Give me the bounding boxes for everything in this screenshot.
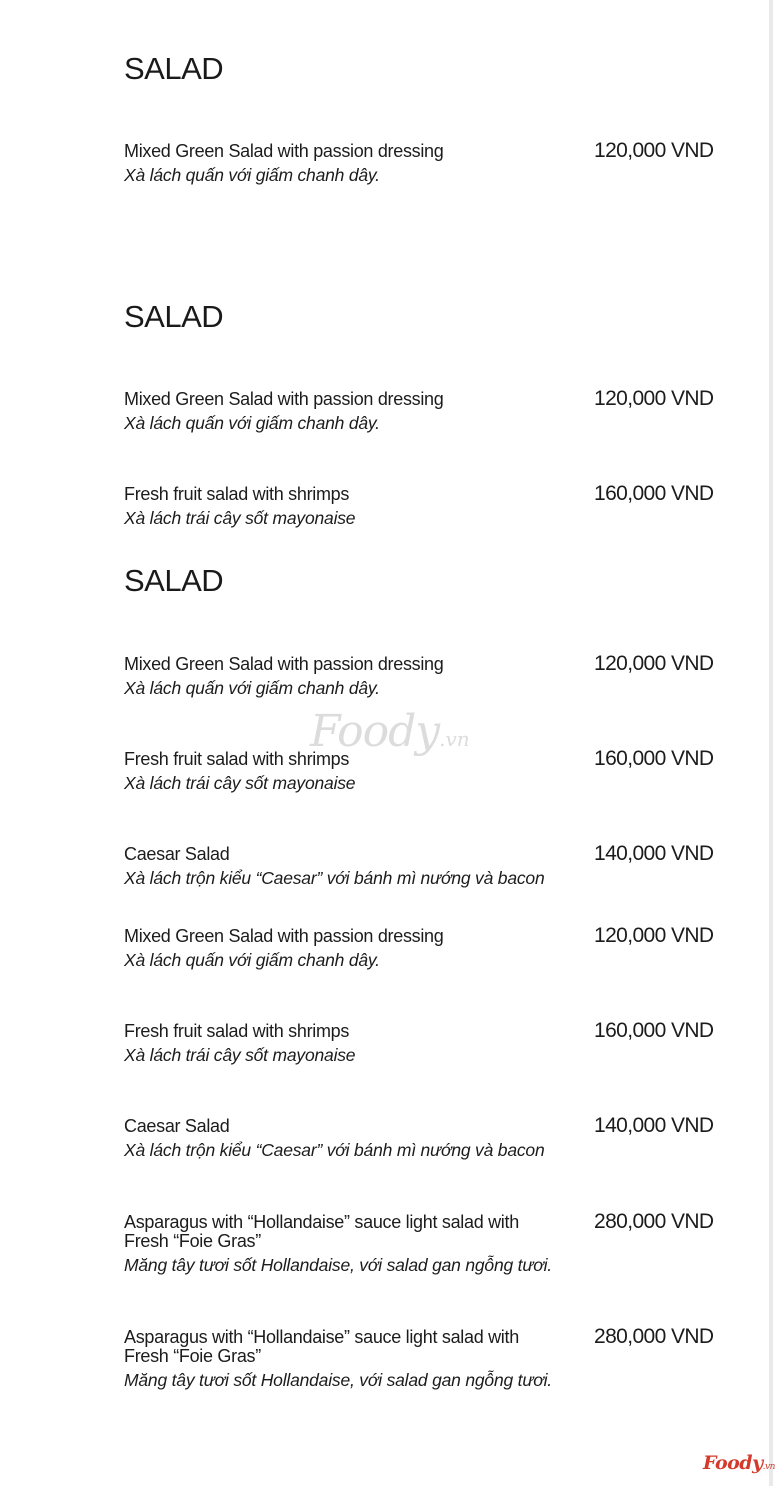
dish-name-vi: Xà lách trái cây sốt mayonaise (124, 773, 356, 793)
section-heading: SALAD (124, 299, 224, 334)
menu-item (124, 1114, 722, 1160)
dish-name-vi: Xà lách trái cây sốt mayonaise (124, 1045, 356, 1065)
menu-item (124, 482, 722, 528)
dish-price: 120,000 VND (594, 652, 714, 675)
dish-name-vi: Xà lách quấn với giấm chanh dây. (124, 950, 380, 970)
dish-name-vi: Xà lách trộn kiểu “Caesar” với bánh mì nướng và bacon (124, 868, 545, 888)
dish-price: 140,000 VND (594, 1114, 714, 1137)
dish-price: 120,000 VND (594, 387, 714, 410)
menu-item (124, 842, 722, 888)
foody-watermark: Foody.vn (310, 706, 470, 757)
dish-name-en: Caesar Salad (124, 1116, 230, 1136)
dish-price: 280,000 VND (594, 1325, 714, 1348)
dish-name-vi: Xà lách quấn với giấm chanh dây. (124, 678, 380, 698)
section-heading: SALAD (124, 563, 224, 598)
dish-price: 160,000 VND (594, 747, 714, 770)
dish-name-en: Asparagus with “Hollandaise” sauce light salad with Fresh “Foie Gras” (124, 1327, 519, 1366)
menu-item (124, 1019, 722, 1065)
dish-price: 160,000 VND (594, 1019, 714, 1042)
menu-item (124, 924, 722, 970)
menu-item (124, 652, 722, 698)
dish-price: 280,000 VND (594, 1210, 714, 1233)
dish-name-vi: Xà lách quấn với giấm chanh dây. (124, 413, 380, 433)
menu-item (124, 1325, 722, 1390)
dish-name-en: Mixed Green Salad with passion dressing (124, 141, 444, 161)
menu-item (124, 139, 722, 185)
dish-name-vi: Xà lách trộn kiểu “Caesar” với bánh mì nướng và bacon (124, 1140, 545, 1160)
dish-name-en: Mixed Green Salad with passion dressing (124, 654, 444, 674)
menu-item (124, 1210, 722, 1275)
dish-price: 160,000 VND (594, 482, 714, 505)
dish-name-en: Fresh fruit salad with shrimps (124, 1021, 350, 1041)
dish-price: 120,000 VND (594, 924, 714, 947)
dish-name-vi: Xà lách trái cây sốt mayonaise (124, 508, 356, 528)
menu-item (124, 387, 722, 433)
dish-name-en: Mixed Green Salad with passion dressing (124, 926, 444, 946)
dish-price: 120,000 VND (594, 139, 714, 162)
section-heading: SALAD (124, 51, 224, 86)
foody-logo: Foody.vn (703, 1452, 775, 1474)
page-edge (769, 0, 773, 1486)
dish-price: 140,000 VND (594, 842, 714, 865)
menu-item (124, 747, 722, 793)
dish-name-vi: Măng tây tươi sốt Hollandaise, với salad gan ngỗng tươi. (124, 1370, 552, 1390)
dish-name-en: Caesar Salad (124, 844, 230, 864)
dish-name-en: Fresh fruit salad with shrimps (124, 749, 350, 769)
dish-name-en: Fresh fruit salad with shrimps (124, 484, 350, 504)
dish-name-vi: Xà lách quấn với giấm chanh dây. (124, 165, 380, 185)
dish-name-en: Mixed Green Salad with passion dressing (124, 389, 444, 409)
dish-name-vi: Măng tây tươi sốt Hollandaise, với salad gan ngỗng tươi. (124, 1255, 552, 1275)
dish-name-en: Asparagus with “Hollandaise” sauce light salad with Fresh “Foie Gras” (124, 1212, 519, 1251)
